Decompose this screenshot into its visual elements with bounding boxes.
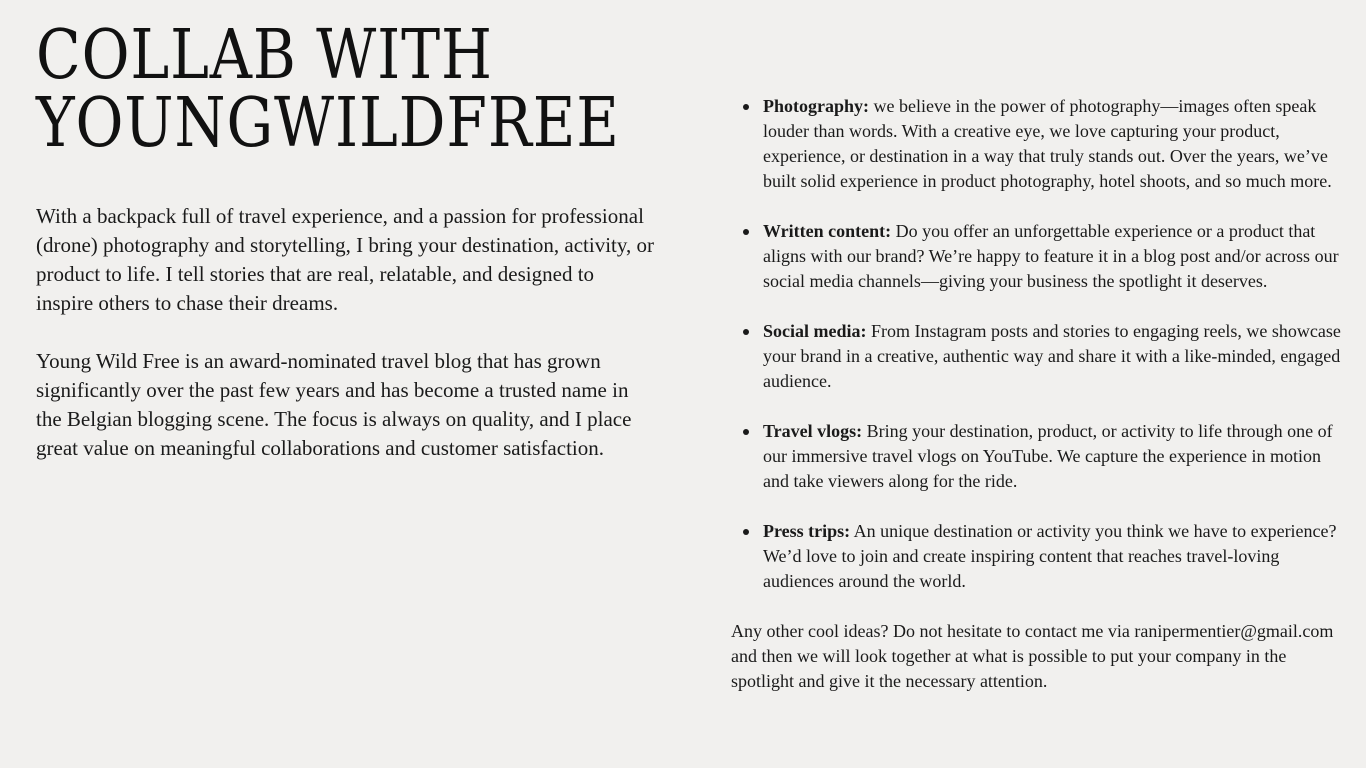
bullet-icon [743,329,749,335]
service-title: Travel vlogs: [763,421,863,441]
title-line-2: YOUNGWILDFREE [36,84,620,163]
service-title: Press trips: [763,521,851,541]
service-item-press-trips [731,519,1351,594]
services-list [731,94,1351,594]
service-title: Social media: [763,321,867,341]
service-description: From Instagram posts and stories to engaging reels, we showcase your brand in a creative, authentic way and share it with a like-minded, engaged audience. [763,321,1341,391]
right-column [731,94,1351,694]
intro-paragraph-1: With a backpack full of travel experience, and a passion for professional (drone) photography and storytelling, I bring your destination, activity, or product to life. I tell stories that are real, relatable, and designed to inspire others to chase their dreams. [36,204,655,315]
service-item-social-media [731,319,1351,394]
page-title [36,16,620,163]
contact-text: Any other cool ideas? Do not hesitate to contact me via ranipermentier@gmail.com and then we will look together at what is possible to put your company in the spotlight and give it the necessary attention. [731,621,1334,691]
intro-text [36,202,656,492]
service-title: Written content: [763,221,892,241]
service-item-written-content [731,219,1351,294]
bullet-icon [743,429,749,435]
service-title: Photography: [763,96,870,116]
service-item-photography [731,94,1351,194]
service-description: Bring your destination, product, or activity to life through one of our immersive travel vlogs on YouTube. We capture the experience in motion and take viewers along for the ride. [763,421,1333,491]
service-description: we believe in the power of photography—images often speak louder than words. With a creative eye, we love capturing your product, experience, or destination in a way that truly stands out. Over the years, we’ve built solid experience in product photography, hotel shoots, and so much more. [763,96,1332,191]
bullet-icon [743,529,749,535]
bullet-icon [743,229,749,235]
service-description: Do you offer an unforgettable experience or a product that aligns with our brand? We’re happy to feature it in a blog post and/or across our social media channels—giving your business the spotlight it deserves. [763,221,1339,291]
title-line-1: COLLAB WITH [36,16,493,95]
bullet-icon [743,104,749,110]
left-column [36,16,656,460]
service-item-travel-vlogs [731,419,1351,494]
intro-paragraph-2: Young Wild Free is an award-nominated travel blog that has grown significantly over the past few years and has become a trusted name in the Belgian blogging scene. The focus is always on quality, and I place great value on meaningful collaborations and customer satisfaction. [36,349,632,460]
service-description: An unique destination or activity you think we have to experience? We’d love to join and create inspiring content that reaches travel-loving audiences around the world. [763,521,1337,591]
